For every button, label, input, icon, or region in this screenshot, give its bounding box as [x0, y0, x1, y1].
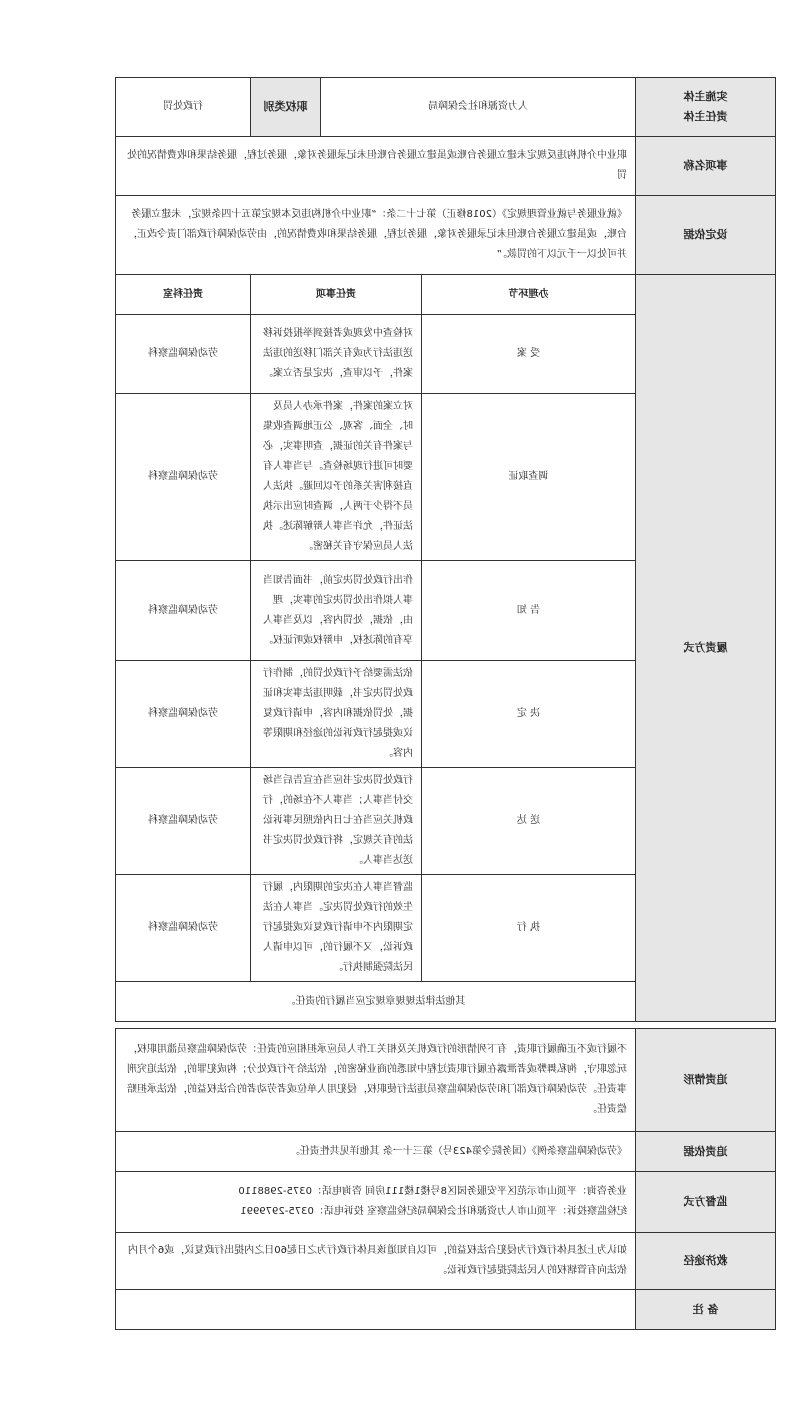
supervise-label: 监督方式 — [636, 1172, 776, 1233]
stage-cell: 决 定 — [422, 661, 636, 768]
supervise-line: 业务咨询：平顶山市示范区平安服务园区8号楼1楼111房间 咨询电话：0375-2988110 — [238, 1186, 627, 1197]
dept-cell: 劳动保障监察科 — [116, 661, 251, 768]
basis-label: 设定依据 — [636, 196, 776, 275]
basis-value: 《就业服务与就业管理规定》（2018修正）第七十二条：“职业中介机构违反本规定第五十四条规定，未建立服务台账，或虽建立服务台账但未记录服务对象，服务过程，服务结果和收费情况的，由劳动保障行政部门责令改正，并可处以一千元以下的罚款。” — [116, 196, 636, 275]
basis-row — [116, 196, 776, 275]
dept-cell: 劳动保障监察科 — [116, 561, 251, 661]
matter-cell: 行政处罚决定书应当在宣告后当场交付当事人；当事人不在场的，行政机关应当在七日内依照民事诉讼法的有关规定，将行政处罚决定书送达当事人。 — [251, 768, 422, 875]
pursue-label: 追责情形 — [636, 1029, 776, 1132]
supervise-value — [116, 1172, 636, 1233]
stage-cell: 调查取证 — [422, 394, 636, 561]
relief-row — [116, 1233, 776, 1290]
pursue-basis-label: 追责依据 — [636, 1132, 776, 1172]
col-dept: 责任科室 — [116, 275, 251, 315]
accountability-table — [115, 1028, 776, 1330]
relief-label: 救济途径 — [636, 1233, 776, 1290]
power-type-label: 职权类别 — [251, 78, 321, 137]
item-row — [116, 137, 776, 196]
dept-cell: 劳动保障监察科 — [116, 875, 251, 982]
pursue-basis-value: 《劳动保障监察条例》（国务院令第423号）第三十一条 其他详见共性责任。 — [116, 1132, 636, 1172]
duty-header-row — [116, 275, 776, 315]
relief-value: 如认为上述具体行政行为侵犯合法权益的，可以自知道该具体行政行为之日起60日之内提出行政复议，或6个月内依法向有管辖权的人民法院提起行政诉讼。 — [116, 1233, 636, 1290]
duty-table — [115, 77, 776, 1022]
impl-label: 实施主体 责任主体 — [636, 78, 776, 137]
supervise-row — [116, 1172, 776, 1233]
dept-cell: 劳动保障监察科 — [116, 394, 251, 561]
power-type-value: 行政处罚 — [116, 78, 251, 137]
remark-value — [116, 1290, 636, 1330]
pursue-value: 不履行或不正确履行职责，有下列情形的行政机关及相关工作人员应承担相应的责任：劳动保障监察员滥用职权，玩忽职守，徇私舞弊或者泄露在履行职责过程中知悉的商业秘密的，依法给予行政处分；构成犯罪的，依法追究刑事责任。劳动保障行政部门和劳动保障监察员违法行使职权，侵犯用人单位或者劳动者的合法权益的，依法承担赔偿责任。 — [116, 1029, 636, 1132]
stage-cell: 受 案 — [422, 315, 636, 394]
item-label: 事项名称 — [636, 137, 776, 196]
supervise-line: 纪检监察投诉：平顶山市人力资源和社会保障局纪检监察室 投诉电话：0375-2979991 — [240, 1206, 627, 1217]
col-matter: 责任事项 — [251, 275, 422, 315]
remark-label: 备 注 — [636, 1290, 776, 1330]
stage-cell: 告 知 — [422, 561, 636, 661]
item-value: 职业中介机构违反规定未建立服务台账或虽建立服务台账但未记录服务对象，服务过程，服务结果和收费情况的处罚 — [116, 137, 636, 196]
matter-cell: 作出行政处罚决定前，书面告知当事人拟作出处罚决定的事实，理由，依据，处罚内容，以及当事人享有的陈述权，申辩权或听证权。 — [251, 561, 422, 661]
pursue-row — [116, 1029, 776, 1132]
dept-cell: 劳动保障监察科 — [116, 315, 251, 394]
stage-cell: 执 行 — [422, 875, 636, 982]
matter-cell: 监督当事人在决定的期限内，履行生效的行政处罚决定。当事人在法定期限内不申请行政复议或提起行政诉讼，又不履行的，可以申请人民法院强制执行。 — [251, 875, 422, 982]
matter-cell: 对立案的案件，案件承办人员及时、全面、客观、公正地调查收集与案件有关的证据，查明事实，必要时可进行现场检查。与当事人有直接利害关系的予以回避。执法人员不得少于两人，调查时应出示执法证件，允许当事人辩解陈述。执法人员应保守有关秘密。 — [251, 394, 422, 561]
impl-value: 人力资源和社会保障局 — [321, 78, 636, 137]
col-stage: 办理环节 — [422, 275, 636, 315]
remark-row — [116, 1290, 776, 1330]
matter-cell: 依法需要给予行政处罚的，制作行政处罚决定书，载明违法事实和证据，处罚依据和内容，申请行政复议或提起行政诉讼的途径和期限等内容。 — [251, 661, 422, 768]
stage-cell: 送 达 — [422, 768, 636, 875]
impl-row — [116, 78, 776, 137]
duty-label: 履责方式 — [636, 275, 776, 1022]
other-duties: 其他法律法规规章规定应当履行的责任。 — [116, 982, 636, 1022]
dept-cell: 劳动保障监察科 — [116, 768, 251, 875]
matter-cell: 对检查中发现或者接到举报投诉移送违法行为或有关部门移送的违法案件，予以审查，决定是否立案。 — [251, 315, 422, 394]
pursue-basis-row — [116, 1132, 776, 1172]
